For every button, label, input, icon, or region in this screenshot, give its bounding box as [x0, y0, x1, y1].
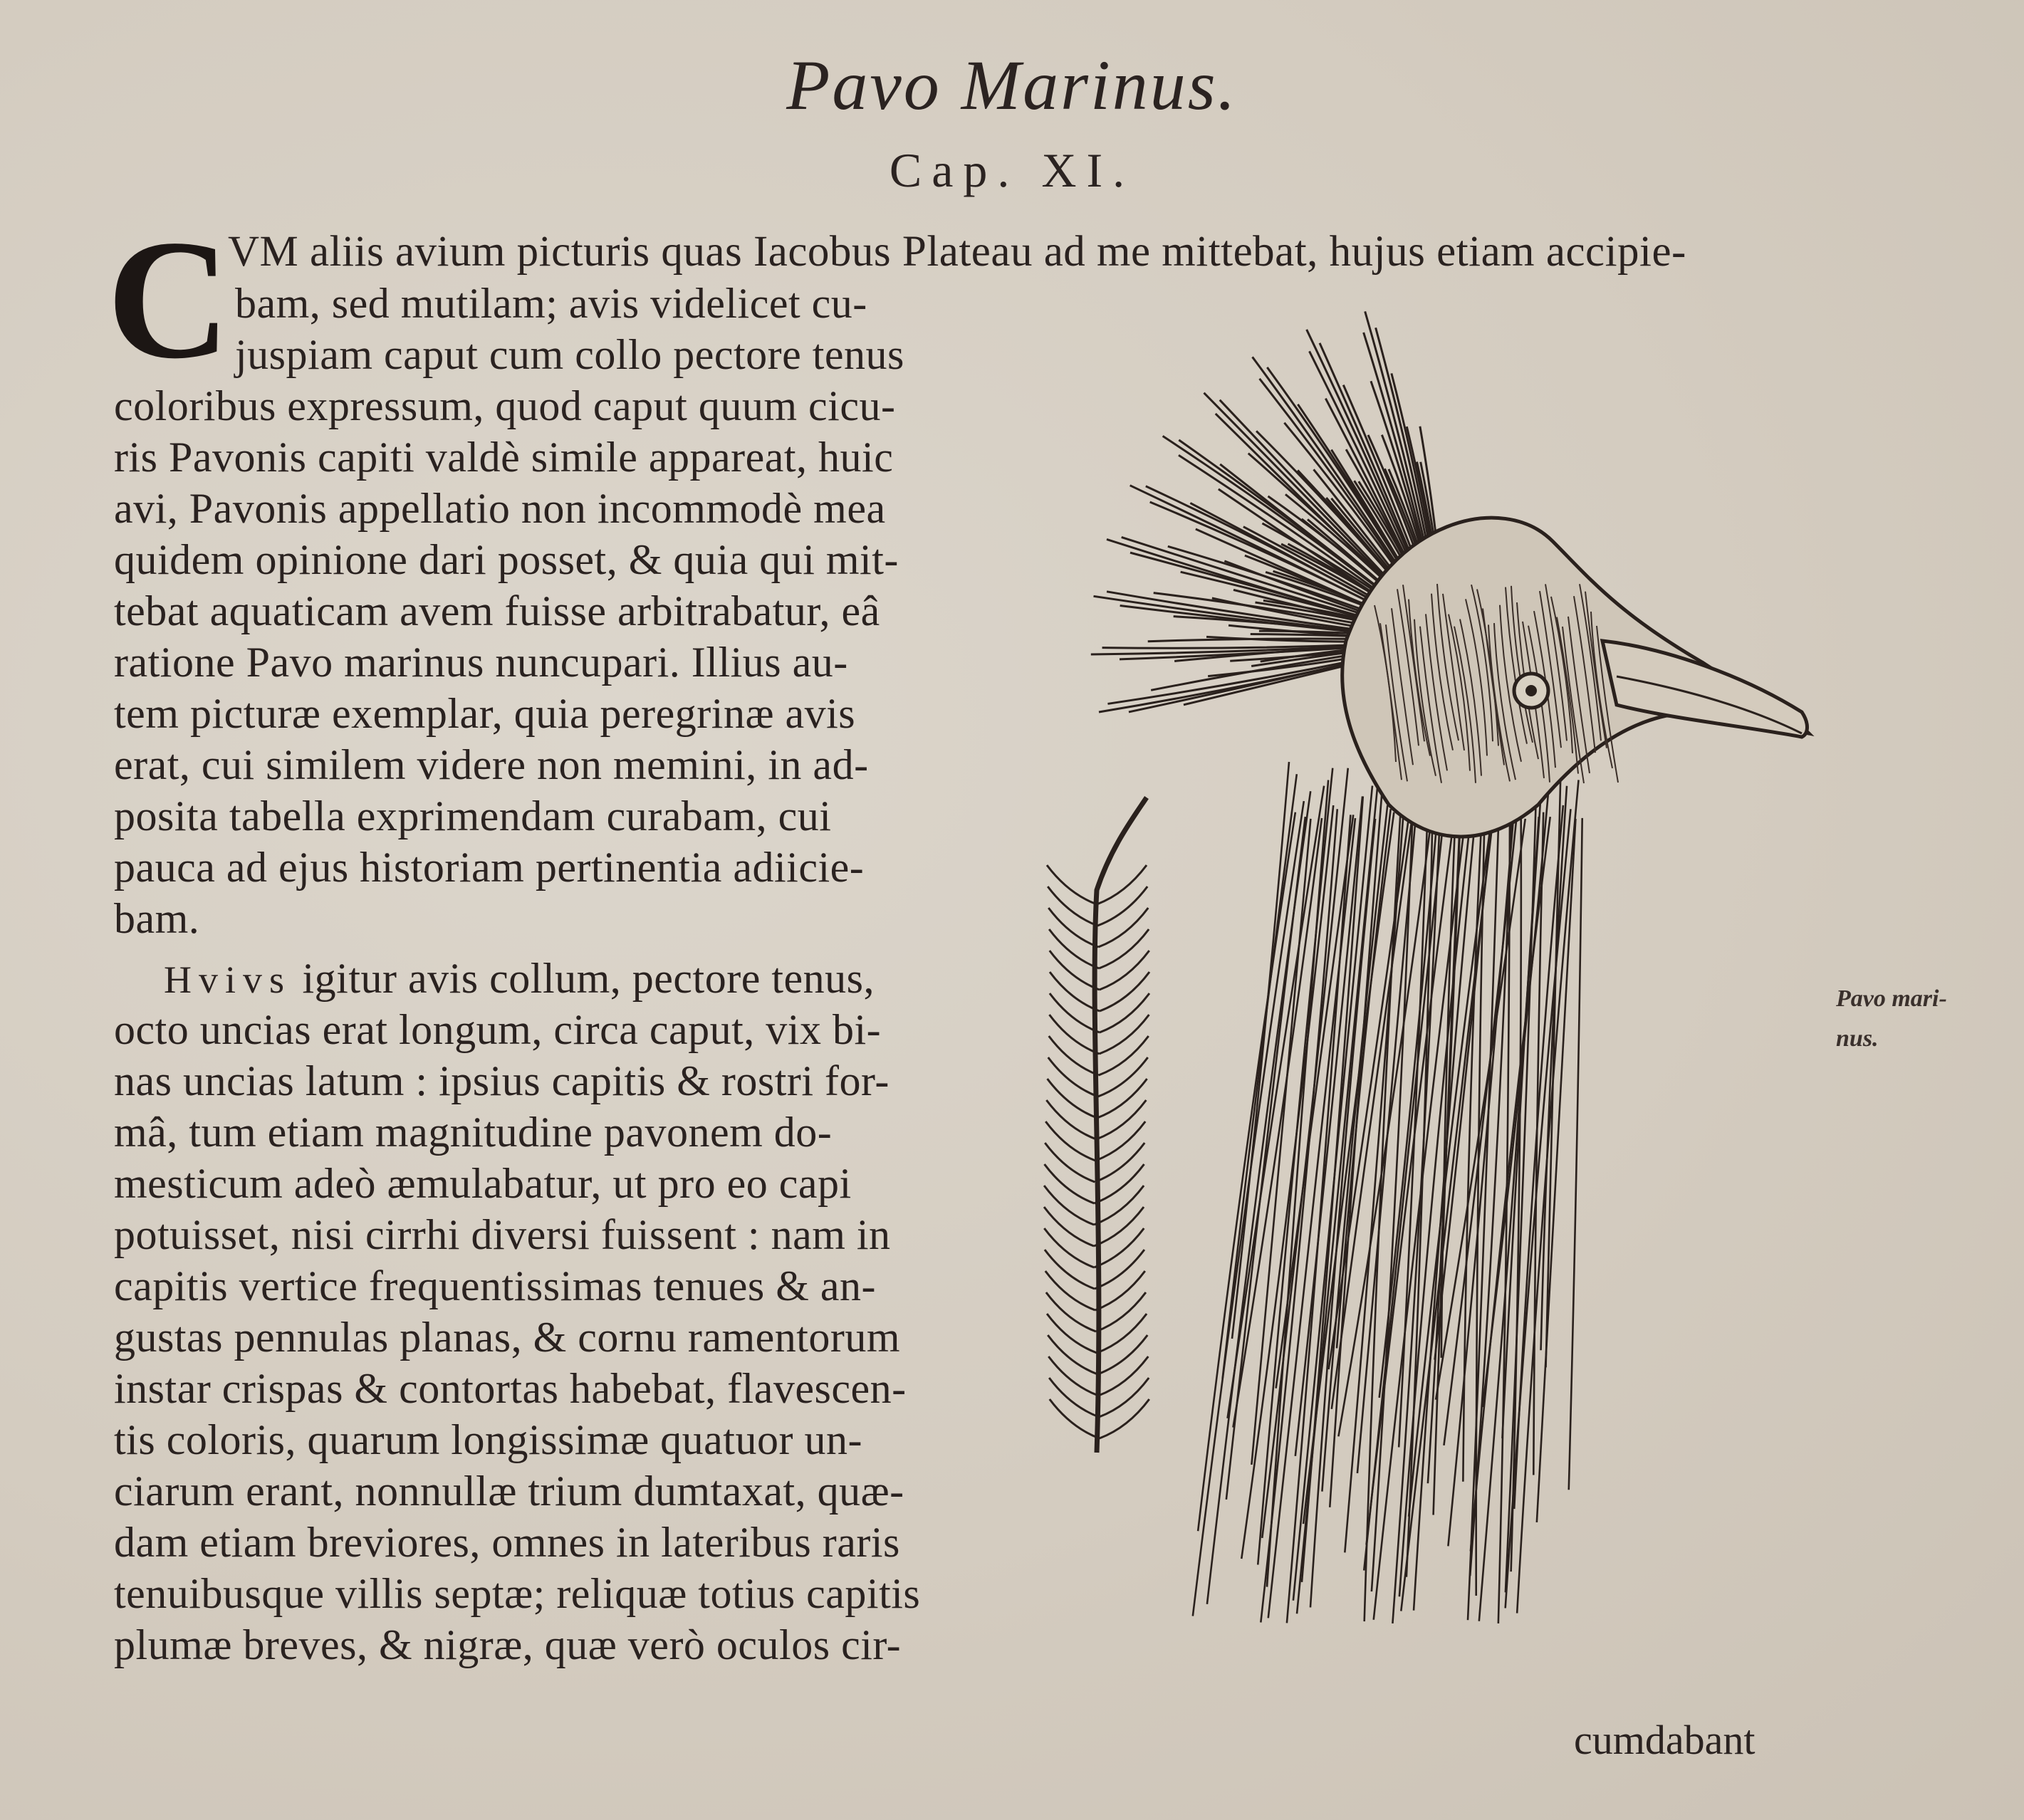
feather-barb: [1096, 1292, 1146, 1332]
paragraph1-line: posita tabella exprimendam curabam, cui: [114, 793, 832, 840]
paragraph2-line: capitis vertice frequentissimas tenues & an-: [114, 1262, 876, 1309]
feather-barb: [1044, 1228, 1094, 1267]
paragraph1-line: erat, cui similem videre non memini, in ad-: [114, 741, 869, 788]
feather-barb: [1048, 1057, 1098, 1097]
feather-barb: [1097, 887, 1147, 926]
feather-barb: [1050, 951, 1100, 990]
feather-barb: [1045, 1164, 1095, 1203]
feather-barb: [1094, 1228, 1144, 1267]
detached-feather: [1044, 797, 1149, 1453]
feather-barb: [1098, 1356, 1148, 1396]
feather-barb: [1050, 1399, 1100, 1438]
feather-barb: [1050, 993, 1100, 1032]
feather-barb: [1049, 1036, 1099, 1075]
paragraph2-line: ciarum erant, nonnullæ trium dumtaxat, quæ-: [114, 1468, 904, 1515]
feather-barb: [1048, 1079, 1097, 1118]
neck-stroke: [1463, 785, 1483, 1481]
feather-barb: [1097, 1335, 1147, 1374]
feather-barb: [1095, 1164, 1144, 1203]
margin-note-line: nus.: [1836, 1025, 1879, 1052]
feather-barb: [1100, 1399, 1149, 1438]
chapter-heading: Cap. XI.: [889, 143, 1135, 197]
feather-barb: [1046, 1100, 1096, 1139]
feather-barb: [1099, 1015, 1149, 1054]
paragraph2-line: tis coloris, quarum longissimæ quatuor un-: [114, 1416, 862, 1463]
feather-barb: [1050, 972, 1100, 1011]
paragraph1-line: pauca ad ejus historiam pertinentia adiicie-: [114, 844, 865, 891]
feather-barb: [1095, 1250, 1144, 1289]
feather-barb: [1047, 865, 1097, 904]
paragraph1-line: ris Pavonis capiti valdè simile appareat, huic: [114, 434, 894, 481]
paragraph2-line: tenuibusque villis septæ; reliquæ totius capitis: [114, 1570, 921, 1617]
paragraph2-line: plumæ breves, & nigræ, quæ verò oculos cir-: [114, 1621, 902, 1668]
paragraph1-line: tebat aquaticam avem fuisse arbitrabatur, eâ: [114, 587, 880, 634]
paragraph2-line: gustas pennulas planas, & cornu ramentorum: [114, 1314, 901, 1361]
paragraph1-line: coloribus expressum, quod caput quum cicu-: [114, 382, 896, 429]
feather-barb: [1100, 951, 1149, 990]
feather-barb: [1045, 1143, 1095, 1182]
paragraph1-line: juspiam caput cum collo pectore tenus: [235, 331, 904, 378]
feather-barb: [1049, 1015, 1099, 1054]
pupil: [1525, 685, 1537, 696]
paragraph2-line: [164, 953, 875, 1005]
paragraph1-line: ratione Pavo marinus nuncupari. Illius au-: [114, 639, 848, 686]
paragraph2-line: mâ, tum etiam magnitudine pavonem do-: [114, 1109, 833, 1156]
paragraph2-line: nas uncias latum : ipsius capitis & rostri for-: [114, 1057, 890, 1104]
paragraph2-line: dam etiam breviores, omnes in lateribus raris: [114, 1519, 900, 1566]
running-title: Pavo Marinus.: [786, 46, 1238, 125]
feather-barb: [1098, 908, 1148, 947]
paragraph2-lead-word: Hvivs: [164, 958, 292, 1001]
feather-barb: [1097, 1314, 1147, 1353]
paragraph2-line: potuisset, nisi cirrhi diversi fuissent : nam in: [114, 1211, 891, 1258]
feather-barb: [1044, 1186, 1094, 1225]
drop-cap-initial: C: [107, 204, 231, 394]
feather-barb: [1049, 1378, 1099, 1417]
paragraph1-line: bam.: [114, 895, 200, 942]
paragraph1-line: VM aliis avium picturis quas Iacobus Plateau ad me mittebat, hujus etiam accipie-: [228, 228, 1686, 276]
paragraph1-line: quidem opinione dari posset, & quia qui mit-: [114, 536, 899, 583]
bird-woodcut-illustration: [990, 306, 1830, 1730]
neck-stroke: [1251, 819, 1310, 1465]
feather-barb: [1095, 1271, 1145, 1310]
feather-barb: [1049, 929, 1099, 968]
feather-barb: [1099, 929, 1149, 968]
paragraph1-line: bam, sed mutilam; avis videlicet cu-: [235, 280, 867, 327]
feather-barb: [1094, 1207, 1144, 1246]
paragraph2-line: mesticum adeò æmulabatur, ut pro eo capi: [114, 1160, 852, 1207]
feather-barb: [1100, 972, 1149, 1011]
paragraph2-line-text: igitur avis collum, pectore tenus,: [302, 955, 875, 1002]
paragraph2-line: octo uncias erat longum, circa caput, vix bi-: [114, 1006, 882, 1053]
paragraph1-line: avi, Pavonis appellatio non incommodè mea: [114, 485, 886, 532]
paragraph2-line: instar crispas & contortas habebat, flavescen-: [114, 1365, 907, 1412]
feather-barb: [1099, 1378, 1149, 1417]
feather-barb: [1045, 1271, 1095, 1310]
catchword: cumdabant: [1574, 1717, 1756, 1763]
paragraph1-line: tem picturæ exemplar, quia peregrinæ avis: [114, 690, 856, 737]
feather-barb: [1100, 993, 1149, 1032]
neck-stroke: [1268, 818, 1355, 1618]
feather-barb: [1045, 1121, 1095, 1161]
feather-barb: [1044, 1207, 1094, 1246]
feather-barb: [1045, 1250, 1095, 1289]
margin-note: [1836, 979, 1947, 1059]
neck-stroke: [1297, 774, 1379, 1614]
neck-feathers: [1193, 762, 1582, 1623]
feather-barb: [1099, 1036, 1149, 1075]
feather-barb: [1094, 1186, 1144, 1225]
margin-note-line: Pavo mari-: [1836, 985, 1947, 1012]
